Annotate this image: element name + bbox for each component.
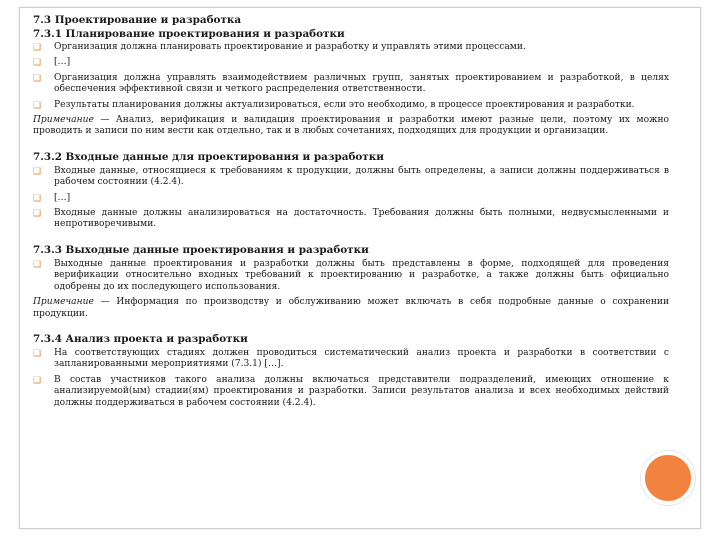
list-item: ❑ Входные данные, относящиеся к требованиям к продукции, должны быть определены, а записи должны поддерживаться в рабочем состоянии (4.2.4).: [33, 165, 669, 188]
list-item: ❑ […]: [33, 57, 71, 69]
subsection-title: 7.3.4 Анализ проекта и разработки: [33, 332, 248, 345]
section-title: 7.3 Проектирование и разработка: [33, 14, 242, 26]
square-bullet-icon: ❑: [33, 259, 42, 270]
note-label: Примечание: [33, 115, 94, 126]
list-item: ❑ Результаты планирования должны актуализироваться, если это необходимо, в процессе проектирования и разработки.: [33, 99, 635, 111]
list-item: ❑ На соответствующих стадиях должен проводиться систематический анализ проекта и разработки в соответствии с запланированными мероприятиями (7.3.1) […].: [33, 347, 669, 370]
note-text: — Информация по производству и обслуживанию может включать в себя подробные данные о сохранении продукции.: [33, 297, 669, 319]
note-label: Примечание: [33, 297, 94, 308]
note-text: — Анализ, верификация и валидация проектирования и разработки имеют разные цели, поэтому их можно проводить и записи по ним вести как отдельно, так и в любых сочетаниях, подходящих для продукции и организации.: [33, 115, 669, 137]
note: [33, 115, 669, 138]
square-bullet-icon: ❑: [33, 193, 42, 204]
square-bullet-icon: ❑: [33, 100, 42, 111]
bullet-list: [33, 42, 669, 111]
square-bullet-icon: ❑: [33, 209, 42, 220]
bullet-list: [33, 259, 669, 293]
list-item: ❑ В состав участников такого анализа должны включаться представители подразделений, имеющих отношение к анализируемой(ым) стадии(ям) проектирования и разработки. Записи результатов анализа и всех необходимых действий должны поддерживаться в рабочем состоянии (4.2.4).: [33, 374, 669, 408]
square-bullet-icon: ❑: [33, 43, 42, 53]
orange-circle-decoration: [641, 451, 695, 505]
square-bullet-icon: ❑: [33, 58, 42, 69]
list-item: ❑ Организация должна управлять взаимодействием различных групп, занятых проектированием и разработкой, в целях обеспечения эффективной связи и четкого распределения ответственности.: [33, 72, 669, 95]
list-item: ❑ Организация должна планировать проектирование и разработку и управлять этими процессами.: [33, 42, 526, 53]
bullet-list: [33, 166, 669, 231]
list-item: ❑ Выходные данные проектирования и разработки должны быть представлены в форме, подходящей для проведения верификации относительно входных требований к проектированию и разработке, а также должны быть официально одобрены до их последующего использования.: [33, 258, 669, 292]
list-item: ❑ […]: [33, 192, 71, 204]
bullet-list: [33, 348, 669, 409]
document-content: [33, 13, 669, 413]
list-item: ❑ Входные данные должны анализироваться на достаточность. Требования должны быть полными, недвусмысленными и непротиворечивыми.: [33, 208, 669, 230]
square-bullet-icon: ❑: [33, 166, 42, 177]
square-bullet-icon: ❑: [33, 73, 42, 84]
subsection-title: 7.3.1 Планирование проектирования и разработки: [33, 28, 345, 40]
subsection-title: 7.3.2 Входные данные для проектирования и разработки: [33, 150, 384, 163]
square-bullet-icon: ❑: [33, 375, 42, 386]
subsection-title: 7.3.3 Выходные данные проектирования и разработки: [33, 243, 369, 256]
square-bullet-icon: ❑: [33, 348, 42, 359]
note: [33, 297, 669, 320]
